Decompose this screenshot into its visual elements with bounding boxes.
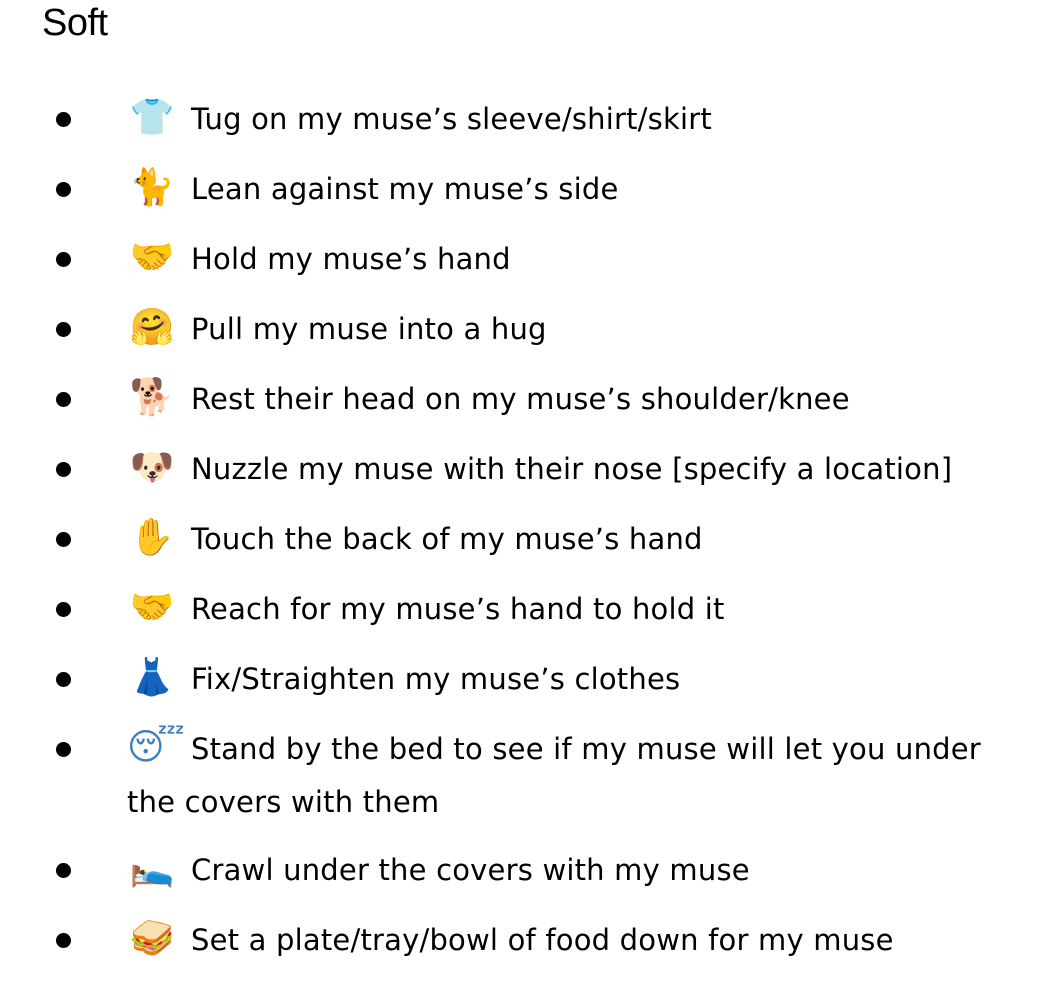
page-title: Soft [42,2,108,44]
list-item [0,303,1060,356]
list-item-text: Stand by the bed to see if my muse will let you under the covers with them [127,732,981,819]
sandwich-icon: 🥪 [129,918,175,959]
list-item-text: Pull my muse into a hug [191,312,547,346]
list-item-text: Crawl under the covers with my muse [191,853,750,887]
bullet [56,392,71,407]
list-item [0,443,1060,496]
bullet [56,863,71,878]
bullet [56,322,71,337]
list-item [0,233,1060,286]
list-item-text: Hold my muse’s hand [191,242,511,276]
dog-face-icon: 🐶 [129,447,175,488]
handshake-icon: 🤝 [129,587,175,628]
list-item [0,513,1060,566]
list-item [0,914,1060,967]
dog-icon: 🐕 [129,377,175,418]
handshake-icon: 🤝 [129,237,175,278]
list-item [0,653,1060,706]
list-item [0,93,1060,146]
bullet [56,742,71,757]
hugging-face-icon: 🤗 [129,307,175,348]
list-item [0,844,1060,897]
bullet [56,672,71,687]
list-item [0,723,1060,829]
bullet [56,182,71,197]
list-item-text: Fix/Straighten my muse’s clothes [191,662,681,696]
dress-icon: 👗 [129,657,175,698]
list-item-text: Touch the back of my muse’s hand [191,522,703,556]
soft-actions-list [0,93,1060,984]
bullet [56,462,71,477]
raised-hand-icon: ✋ [129,517,175,558]
bullet [56,602,71,617]
list-item [0,583,1060,636]
list-item-text: Nuzzle my muse with their nose [specify a location] [191,452,953,486]
sleeping-face-icon: 😴 [127,727,185,768]
list-item [0,163,1060,216]
list-item-text: Tug on my muse’s sleeve/shirt/skirt [191,102,712,136]
list-item-text: Set a plate/tray/bowl of food down for my muse [191,923,894,957]
list-item-text: Lean against my muse’s side [191,172,619,206]
list-item [0,373,1060,426]
bullet [56,112,71,127]
bullet [56,532,71,547]
bullet [56,933,71,948]
list-item-text: Rest their head on my muse’s shoulder/knee [191,382,850,416]
bed-icon: 🛌 [129,848,175,889]
bullet [56,252,71,267]
list-item-text: Reach for my muse’s hand to hold it [191,592,725,626]
t-shirt-icon: 👕 [129,97,175,138]
cat-icon: 🐈 [129,167,175,208]
